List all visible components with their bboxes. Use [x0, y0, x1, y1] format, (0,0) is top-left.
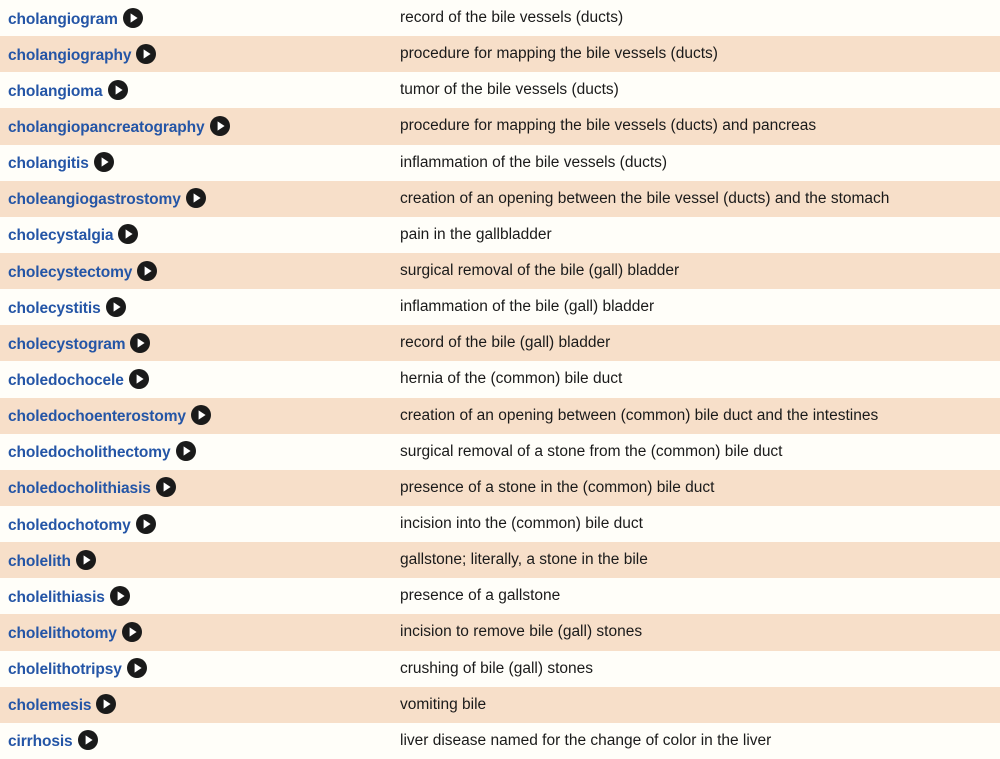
definition-text: pain in the gallbladder	[400, 225, 552, 243]
term-link[interactable]: cholecystectomy	[8, 263, 133, 281]
term-link[interactable]: choledochocele	[8, 371, 124, 389]
table-row	[0, 0, 1000, 36]
term-link[interactable]: choledochotomy	[8, 516, 131, 534]
play-audio-icon[interactable]	[106, 297, 126, 317]
definition-text: liver disease named for the change of color in the liver	[400, 731, 772, 749]
term-cell	[0, 181, 392, 217]
play-audio-icon[interactable]	[136, 44, 156, 64]
play-audio-icon[interactable]	[118, 224, 138, 244]
table-row	[0, 181, 1000, 217]
play-audio-icon[interactable]	[108, 80, 128, 100]
term-cell	[0, 651, 392, 687]
definition-text: record of the bile vessels (ducts)	[400, 9, 624, 27]
table-row	[0, 108, 1000, 144]
play-audio-icon[interactable]	[127, 658, 147, 678]
definition-cell	[392, 289, 1000, 325]
term-link[interactable]: cirrhosis	[8, 733, 73, 751]
definition-text: procedure for mapping the bile vessels (ducts)	[400, 45, 718, 63]
term-cell	[0, 108, 392, 144]
play-audio-icon[interactable]	[130, 333, 150, 353]
definition-text: surgical removal of the bile (gall) bladder	[400, 262, 680, 280]
table-row	[0, 361, 1000, 397]
definition-cell	[392, 651, 1000, 687]
term-link[interactable]: cholecystitis	[8, 299, 101, 317]
definition-cell	[392, 72, 1000, 108]
table-row	[0, 36, 1000, 72]
definition-text: presence of a stone in the (common) bile duct	[400, 478, 715, 496]
term-link[interactable]: cholangioma	[8, 82, 103, 100]
definition-cell	[392, 325, 1000, 361]
play-audio-icon[interactable]	[176, 441, 196, 461]
table-row	[0, 687, 1000, 723]
table-row	[0, 614, 1000, 650]
play-audio-icon[interactable]	[123, 8, 143, 28]
term-cell	[0, 506, 392, 542]
definition-text: hernia of the (common) bile duct	[400, 370, 623, 388]
table-row	[0, 723, 1000, 759]
term-link[interactable]: cholangiography	[8, 46, 132, 64]
definition-cell	[392, 253, 1000, 289]
table-row	[0, 289, 1000, 325]
definition-cell	[392, 542, 1000, 578]
definition-text: incision into the (common) bile duct	[400, 515, 643, 533]
term-link[interactable]: cholelithotripsy	[8, 661, 122, 679]
definition-text: creation of an opening between the bile vessel (ducts) and the stomach	[400, 189, 890, 207]
table-row	[0, 578, 1000, 614]
table-row	[0, 253, 1000, 289]
play-audio-icon[interactable]	[129, 369, 149, 389]
term-cell	[0, 687, 392, 723]
play-audio-icon[interactable]	[156, 477, 176, 497]
term-link[interactable]: choledochoenterostomy	[8, 408, 186, 426]
definition-text: procedure for mapping the bile vessels (ducts) and pancreas	[400, 117, 817, 135]
definition-text: inflammation of the bile (gall) bladder	[400, 298, 655, 316]
term-cell	[0, 325, 392, 361]
term-cell	[0, 361, 392, 397]
definition-cell	[392, 434, 1000, 470]
term-link[interactable]: choledocholithectomy	[8, 444, 171, 462]
table-row	[0, 217, 1000, 253]
term-link[interactable]: cholelith	[8, 552, 71, 570]
table-row	[0, 542, 1000, 578]
play-audio-icon[interactable]	[136, 514, 156, 534]
play-audio-icon[interactable]	[186, 188, 206, 208]
term-cell	[0, 72, 392, 108]
definition-cell	[392, 217, 1000, 253]
term-cell	[0, 253, 392, 289]
play-audio-icon[interactable]	[110, 586, 130, 606]
definition-text: gallstone; literally, a stone in the bile	[400, 551, 648, 569]
table-row	[0, 398, 1000, 434]
term-link[interactable]: cholecystalgia	[8, 227, 114, 245]
table-row	[0, 145, 1000, 181]
term-cell	[0, 614, 392, 650]
definition-cell	[392, 398, 1000, 434]
term-link[interactable]: cholemesis	[8, 697, 92, 715]
term-cell	[0, 145, 392, 181]
term-link[interactable]: choledocholithiasis	[8, 480, 151, 498]
term-cell	[0, 36, 392, 72]
definition-cell	[392, 108, 1000, 144]
term-cell	[0, 217, 392, 253]
definition-text: creation of an opening between (common) bile duct and the intestines	[400, 406, 879, 424]
play-audio-icon[interactable]	[76, 550, 96, 570]
term-cell	[0, 470, 392, 506]
definition-text: record of the bile (gall) bladder	[400, 334, 611, 352]
table-row	[0, 72, 1000, 108]
table-row	[0, 506, 1000, 542]
term-link[interactable]: cholelithiasis	[8, 588, 105, 606]
definition-cell	[392, 0, 1000, 36]
term-link[interactable]: cholecystogram	[8, 335, 126, 353]
term-link[interactable]: cholangiopancreatography	[8, 118, 205, 136]
play-audio-icon[interactable]	[210, 116, 230, 136]
definition-cell	[392, 506, 1000, 542]
table-row	[0, 651, 1000, 687]
play-audio-icon[interactable]	[191, 405, 211, 425]
play-audio-icon[interactable]	[78, 730, 98, 750]
term-link[interactable]: cholangiogram	[8, 10, 118, 28]
play-audio-icon[interactable]	[137, 261, 157, 281]
definition-cell	[392, 614, 1000, 650]
term-cell	[0, 0, 392, 36]
term-cell	[0, 289, 392, 325]
definition-text: surgical removal of a stone from the (common) bile duct	[400, 442, 783, 460]
table-row	[0, 434, 1000, 470]
definition-text: tumor of the bile vessels (ducts)	[400, 81, 619, 99]
term-cell	[0, 723, 392, 759]
term-link[interactable]: cholangitis	[8, 155, 89, 173]
definition-cell	[392, 578, 1000, 614]
definition-cell	[392, 687, 1000, 723]
definition-text: vomiting bile	[400, 695, 487, 713]
definition-cell	[392, 723, 1000, 759]
definition-cell	[392, 36, 1000, 72]
definition-text: incision to remove bile (gall) stones	[400, 623, 643, 641]
term-link[interactable]: cholelithotomy	[8, 624, 117, 642]
term-cell	[0, 434, 392, 470]
definition-text: inflammation of the bile vessels (ducts)	[400, 153, 668, 171]
definition-cell	[392, 145, 1000, 181]
definition-text: presence of a gallstone	[400, 587, 561, 605]
definition-text: crushing of bile (gall) stones	[400, 659, 593, 677]
term-link[interactable]: choleangiogastrostomy	[8, 191, 181, 209]
term-cell	[0, 578, 392, 614]
definition-cell	[392, 181, 1000, 217]
play-audio-icon[interactable]	[94, 152, 114, 172]
table-row	[0, 470, 1000, 506]
table-row	[0, 325, 1000, 361]
term-cell	[0, 398, 392, 434]
play-audio-icon[interactable]	[96, 694, 116, 714]
definition-cell	[392, 470, 1000, 506]
play-audio-icon[interactable]	[122, 622, 142, 642]
term-cell	[0, 542, 392, 578]
definition-cell	[392, 361, 1000, 397]
